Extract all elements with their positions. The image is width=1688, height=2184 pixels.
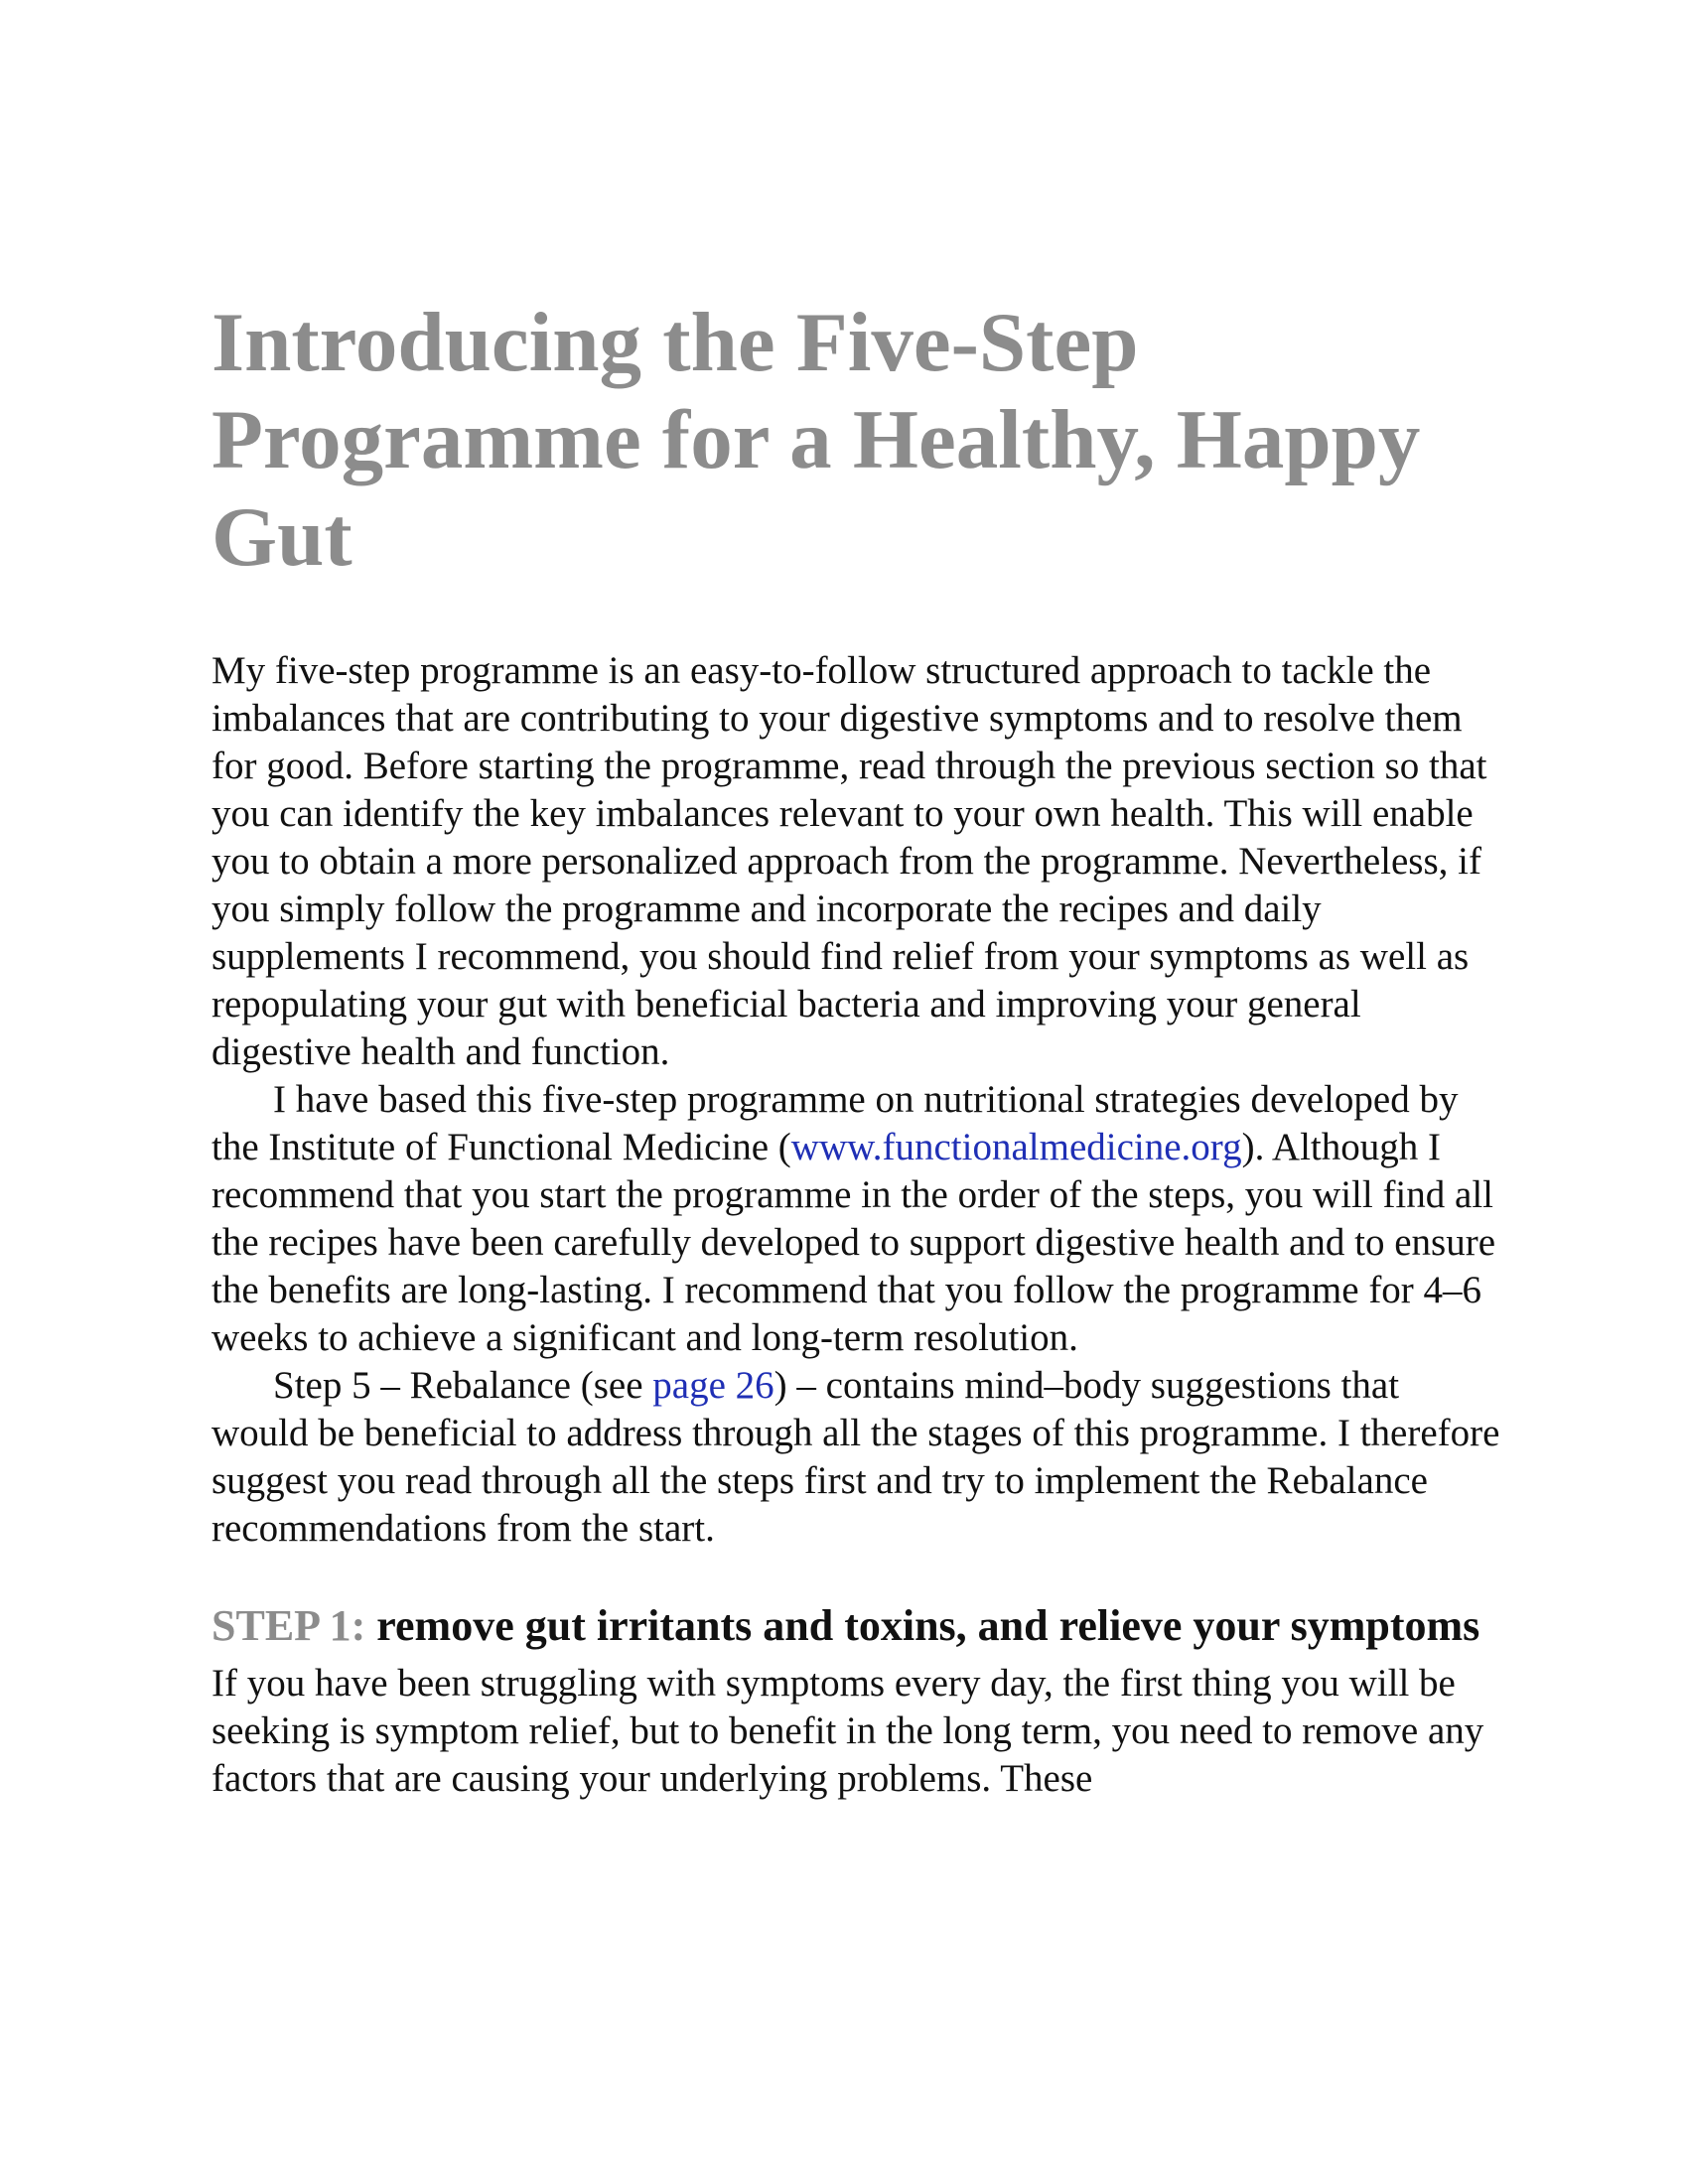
step-1-heading-text: remove gut irritants and toxins, and relieve your symptoms bbox=[365, 1601, 1480, 1650]
page-26-link[interactable]: page 26 bbox=[652, 1364, 774, 1407]
intro-paragraph-2 bbox=[211, 1076, 1502, 1362]
intro-section bbox=[211, 647, 1502, 1553]
intro-paragraph-3-text-end: ) – contains mind–body suggestions that would be beneficial to address through all the stages of this programme. I therefore suggest you read through all the steps first and try to implement the Rebalance recommendations from the start. bbox=[211, 1364, 1500, 1550]
step-1-label: STEP 1: bbox=[211, 1601, 366, 1650]
document-page bbox=[211, 294, 1502, 1803]
functional-medicine-link[interactable]: www.functionalmedicine.org bbox=[790, 1126, 1242, 1168]
intro-paragraph-2-text-end: ). Although I recommend that you start the programme in the order of the steps, you will find all the recipes have been carefully developed to support digestive health and to ensure the benefits are long-lasting. I recommend that you follow the programme for 4–6 weeks to achieve a significant and long-term resolution. bbox=[211, 1126, 1496, 1359]
intro-paragraph-3-text-start: Step 5 – Rebalance (see bbox=[273, 1364, 653, 1407]
intro-paragraph-2-text-start: I have based this five-step programme on nutritional strategies developed by the Institute of Functional Medicine ( bbox=[211, 1078, 1459, 1168]
chapter-title: Introducing the Five-Step Programme for a Healthy, Happy Gut bbox=[211, 296, 1421, 584]
intro-paragraph-1: My five-step programme is an easy-to-follow structured approach to tackle the imbalances that are contributing to your digestive symptoms and to resolve them for good. Before starting the programme, read through the previous section so that you can identify the key imbalances relevant to your own health. This will enable you to obtain a more personalized approach from the programme. Nevertheless, if you simply follow the programme and incorporate the recipes and daily supplements I recommend, you should find relief from your symptoms as well as repopulating your gut with beneficial bacteria and improving your general digestive health and function. bbox=[211, 649, 1487, 1073]
step-1-heading bbox=[211, 1598, 1502, 1654]
step-1-paragraph: If you have been struggling with symptoms every day, the first thing you will be seeking is symptom relief, but to benefit in the long term, you need to remove any factors that are causing your underlying problems. These bbox=[211, 1662, 1484, 1800]
intro-paragraph-3 bbox=[211, 1362, 1502, 1553]
